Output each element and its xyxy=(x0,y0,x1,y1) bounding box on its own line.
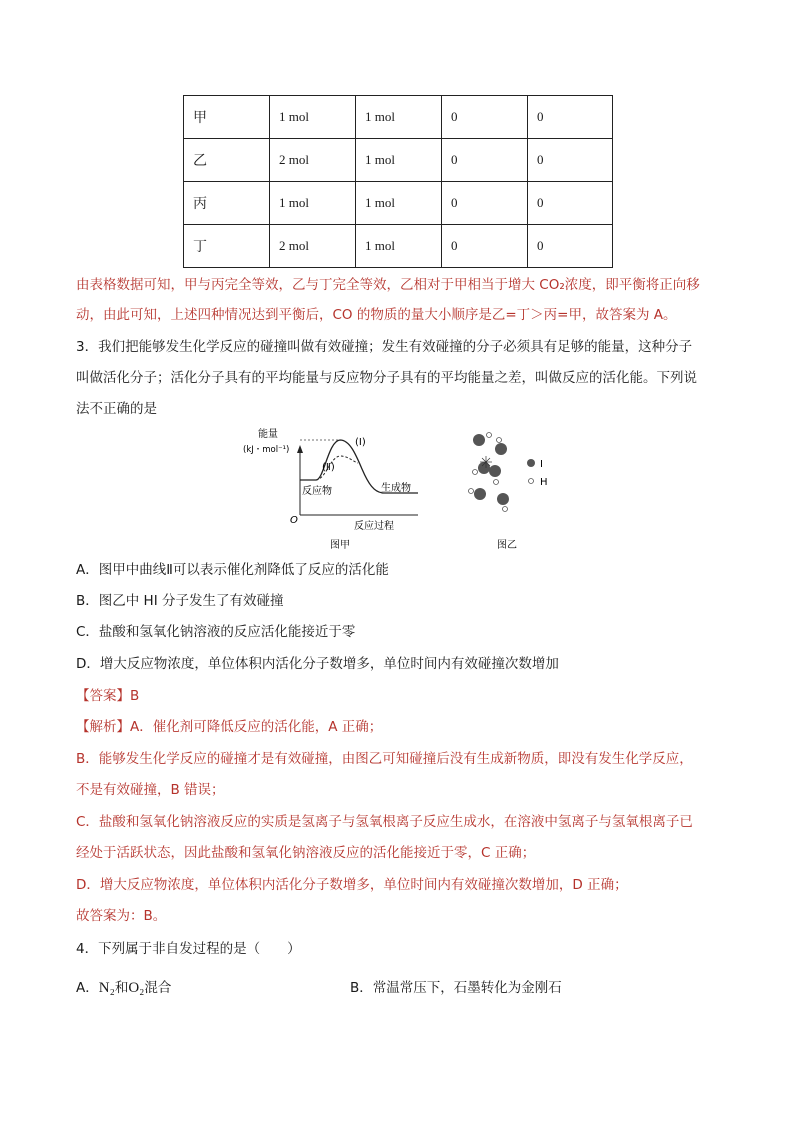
answer-label: 【答案】B xyxy=(76,688,140,704)
oxygen-formula: O₂ xyxy=(128,980,145,996)
q3-analysis-c-line-1: C．盐酸和氢氧化钠溶液反应的实质是氢离子与氢氧根离子反应生成水，在溶液中氢离子与氢氧根离子已 xyxy=(76,814,693,830)
legend-hydrogen-swatch xyxy=(529,479,534,484)
product-label: 生成物 xyxy=(381,483,411,494)
curve-i-label: (Ⅰ) xyxy=(355,437,366,448)
x-axis-label: 反应过程 xyxy=(354,521,394,532)
table-cell: 0 xyxy=(442,225,528,268)
table-cell: 甲 xyxy=(184,96,270,139)
table-cell: 2 mol xyxy=(270,225,356,268)
curve-ii-label: (Ⅱ) xyxy=(322,462,335,473)
hydrogen-atom xyxy=(487,433,492,438)
figure-a-caption: 图甲 xyxy=(330,540,350,551)
table-row xyxy=(184,225,613,268)
q4-option-a-suffix: 混合 xyxy=(144,980,172,996)
table-cell: 0 xyxy=(528,225,613,268)
q3-option-d: D．增大反应物浓度，单位体积内活化分子数增多，单位时间内有效碰撞次数增加 xyxy=(76,656,559,672)
energy-axis-unit: (kJ・mol⁻¹) xyxy=(243,445,290,455)
q3-analysis-b-line-2: 不是有效碰撞，B 错误； xyxy=(76,782,225,798)
q4-option-a-prefix: A． xyxy=(76,980,99,996)
q3-option-c: C．盐酸和氢氧化钠溶液的反应活化能接近于零 xyxy=(76,624,356,640)
table-cell: 1 mol xyxy=(270,96,356,139)
table-cell: 丙 xyxy=(184,182,270,225)
q3-analysis-b-line-1: B．能够发生化学反应的碰撞才是有效碰撞，由图乙可知碰撞后没有生成新物质，即没有发生化学反应， xyxy=(76,751,693,767)
reactant-label: 反应物 xyxy=(302,486,332,497)
reaction-table xyxy=(183,95,613,268)
collision-diagram xyxy=(460,425,570,555)
q4-option-a-and: 和 xyxy=(114,980,129,996)
q3-stem-line-1: 3．我们把能够发生化学反应的碰撞叫做有效碰撞；发生有效碰撞的分子必须具有足够的能量，这种分子 xyxy=(76,339,693,355)
iodine-atom xyxy=(474,488,486,500)
legend-iodine-swatch xyxy=(527,459,535,467)
table-cell: 乙 xyxy=(184,139,270,182)
q3-analysis-a xyxy=(76,717,382,737)
table-cell: 1 mol xyxy=(270,182,356,225)
table-cell: 丁 xyxy=(184,225,270,268)
hydrogen-atom xyxy=(469,489,474,494)
iodine-atom xyxy=(473,434,485,446)
table-cell: 1 mol xyxy=(356,225,442,268)
table-cell: 1 mol xyxy=(356,182,442,225)
q3-analysis-conclusion: 故答案为：B。 xyxy=(76,908,167,924)
legend-hydrogen-label: H xyxy=(540,477,548,488)
legend-iodine-label: I xyxy=(540,459,543,470)
q3-analysis-c-line-2: 经处于活跃状态，因此盐酸和氢氧化钠溶液反应的活化能接近于零，C 正确； xyxy=(76,845,536,861)
figure-b-caption: 图乙 xyxy=(497,540,517,551)
q3-option-b: B．图乙中 HI 分子发生了有效碰撞 xyxy=(76,593,284,609)
hydrogen-atom xyxy=(494,480,499,485)
reaction-table-body xyxy=(184,96,613,268)
iodine-atom xyxy=(489,465,501,477)
table-row xyxy=(184,139,613,182)
table-cell: 0 xyxy=(528,139,613,182)
prev-analysis-line-2: 动，由此可知，上述四种情况达到平衡后，CO 的物质的量大小顺序是乙=丁＞丙=甲，故答案为 A。 xyxy=(76,307,677,323)
table-cell: 0 xyxy=(442,96,528,139)
origin-label: O xyxy=(290,515,298,526)
table-cell: 0 xyxy=(442,182,528,225)
q3-answer xyxy=(76,686,139,706)
analysis-a-text: A．催化剂可降低反应的活化能，A 正确； xyxy=(130,719,383,735)
table-cell: 2 mol xyxy=(270,139,356,182)
q3-analysis-d: D．增大反应物浓度，单位体积内活化分子数增多，单位时间内有效碰撞次数增加，D 正确； xyxy=(76,877,628,893)
iodine-atom xyxy=(497,493,509,505)
iodine-atom xyxy=(495,443,507,455)
y-axis-arrow xyxy=(297,445,303,453)
prev-analysis-line-1: 由表格数据可知，甲与丙完全等效，乙与丁完全等效，乙相对于甲相当于增大 CO₂浓度，即平衡将正向移 xyxy=(76,277,700,293)
table-row xyxy=(184,182,613,225)
nitrogen-formula: N₂ xyxy=(98,980,115,996)
energy-diagram xyxy=(238,425,428,555)
table-cell: 0 xyxy=(528,96,613,139)
q4-option-a xyxy=(76,978,171,998)
table-cell: 0 xyxy=(528,182,613,225)
table-cell: 1 mol xyxy=(356,96,442,139)
table-cell: 0 xyxy=(442,139,528,182)
hydrogen-atom xyxy=(473,470,478,475)
q3-stem-line-3: 法不正确的是 xyxy=(76,401,157,417)
hydrogen-atom xyxy=(503,507,508,512)
table-cell: 1 mol xyxy=(356,139,442,182)
energy-axis-label: 能量 xyxy=(258,429,278,440)
hydrogen-atom xyxy=(497,438,502,443)
table-row xyxy=(184,96,613,139)
analysis-label: 【解析】 xyxy=(76,719,130,735)
q3-option-a: A．图甲中曲线Ⅱ可以表示催化剂降低了反应的活化能 xyxy=(76,562,389,578)
q3-stem-line-2: 叫做活化分子；活化分子具有的平均能量与反应物分子具有的平均能量之差，叫做反应的活化能。下列说 xyxy=(76,370,697,386)
q4-option-b: B．常温常压下，石墨转化为金刚石 xyxy=(350,980,562,996)
q4-stem: 4．下列属于非自发过程的是（ ） xyxy=(76,941,301,957)
